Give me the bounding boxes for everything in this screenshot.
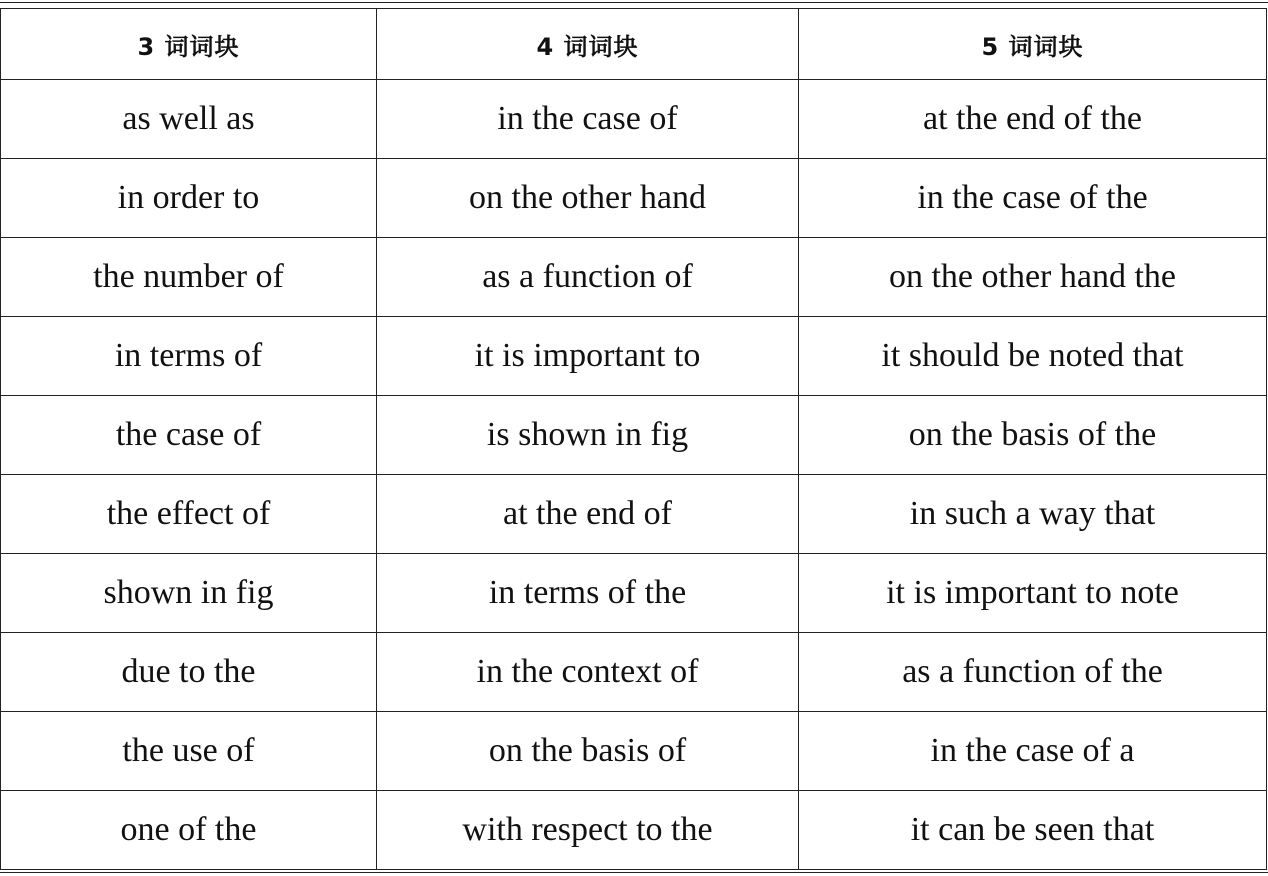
table-cell: with respect to the	[377, 791, 799, 870]
table-cell: in order to	[1, 159, 377, 238]
table-cell: in terms of	[1, 317, 377, 396]
table-cell: the number of	[1, 238, 377, 317]
table-row	[1, 475, 1267, 554]
table-row	[1, 159, 1267, 238]
table-row	[1, 396, 1267, 475]
table-cell: in the case of a	[799, 712, 1267, 791]
table-cell: in the context of	[377, 633, 799, 712]
table-cell: in the case of the	[799, 159, 1267, 238]
header-5-word-bundles: 5 词词块	[799, 9, 1267, 80]
table-cell: the case of	[1, 396, 377, 475]
table-cell: it is important to	[377, 317, 799, 396]
table-cell: in such a way that	[799, 475, 1267, 554]
table-row	[1, 80, 1267, 159]
table-cell: in terms of the	[377, 554, 799, 633]
header-3-word-bundles: 3 词词块	[1, 9, 377, 80]
table-cell: on the basis of the	[799, 396, 1267, 475]
table-cell: it is important to note	[799, 554, 1267, 633]
table-row	[1, 238, 1267, 317]
table-cell: as a function of	[377, 238, 799, 317]
table-cell: the effect of	[1, 475, 377, 554]
table-cell: as well as	[1, 80, 377, 159]
table-cell: one of the	[1, 791, 377, 870]
top-rule	[0, 2, 1268, 3]
table-cell: shown in fig	[1, 554, 377, 633]
table-cell: due to the	[1, 633, 377, 712]
table-cell: the use of	[1, 712, 377, 791]
bottom-rule	[0, 872, 1268, 873]
table-cell: at the end of	[377, 475, 799, 554]
table-cell: at the end of the	[799, 80, 1267, 159]
table-cell: in the case of	[377, 80, 799, 159]
table-cell: it should be noted that	[799, 317, 1267, 396]
header-4-word-bundles: 4 词词块	[377, 9, 799, 80]
table-row	[1, 791, 1267, 870]
table-cell: on the basis of	[377, 712, 799, 791]
table-row	[1, 554, 1267, 633]
table-row	[1, 317, 1267, 396]
lexical-bundles-table	[0, 8, 1267, 870]
table-row	[1, 712, 1267, 791]
header-row	[1, 9, 1267, 80]
table-row	[1, 633, 1267, 712]
table-cell: on the other hand the	[799, 238, 1267, 317]
table-cell: as a function of the	[799, 633, 1267, 712]
table-cell: is shown in fig	[377, 396, 799, 475]
table-cell: on the other hand	[377, 159, 799, 238]
table-cell: it can be seen that	[799, 791, 1267, 870]
